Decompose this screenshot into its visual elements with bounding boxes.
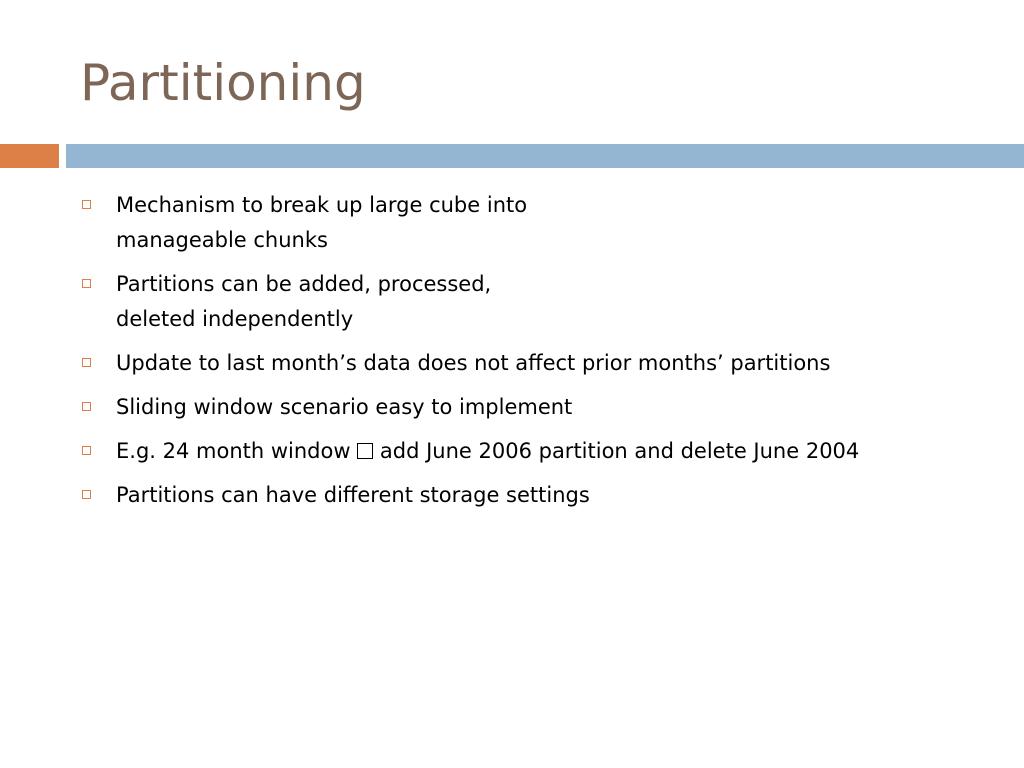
bullet-line-with-glyph (116, 434, 1000, 469)
empty-box-glyph-icon (357, 443, 373, 459)
bullet-item (80, 390, 1000, 425)
hollow-square-icon (82, 490, 91, 499)
accent-bar-orange (0, 144, 59, 168)
hollow-square-icon (82, 358, 91, 367)
accent-bar-blue (66, 144, 1024, 168)
bullet-line: manageable chunks (116, 228, 328, 252)
bullet-text-after-glyph: add June 2006 partition and delete June 2004 (373, 439, 860, 463)
bullet-text-before-glyph: E.g. 24 month window (116, 439, 358, 463)
hollow-square-icon (82, 446, 91, 455)
bullet-item (80, 346, 1000, 381)
bullet-item (80, 478, 1000, 513)
bullet-line: Mechanism to break up large cube into (116, 193, 528, 217)
bullet-line: Sliding window scenario easy to implement (116, 395, 573, 419)
bullet-line: deleted independently (116, 307, 354, 331)
bullet-item (80, 267, 1000, 337)
bullet-line: Partitions can have different storage settings (116, 483, 590, 507)
hollow-square-icon (82, 200, 91, 209)
bullet-list (80, 188, 1000, 522)
slide-title: Partitioning (80, 54, 366, 112)
bullet-item (80, 434, 1000, 469)
bullet-item (80, 188, 1000, 258)
hollow-square-icon (82, 279, 91, 288)
hollow-square-icon (82, 402, 91, 411)
bullet-line: Update to last month’s data does not affect prior months’ partitions (116, 351, 831, 375)
bullet-line: Partitions can be added, processed, (116, 272, 492, 296)
